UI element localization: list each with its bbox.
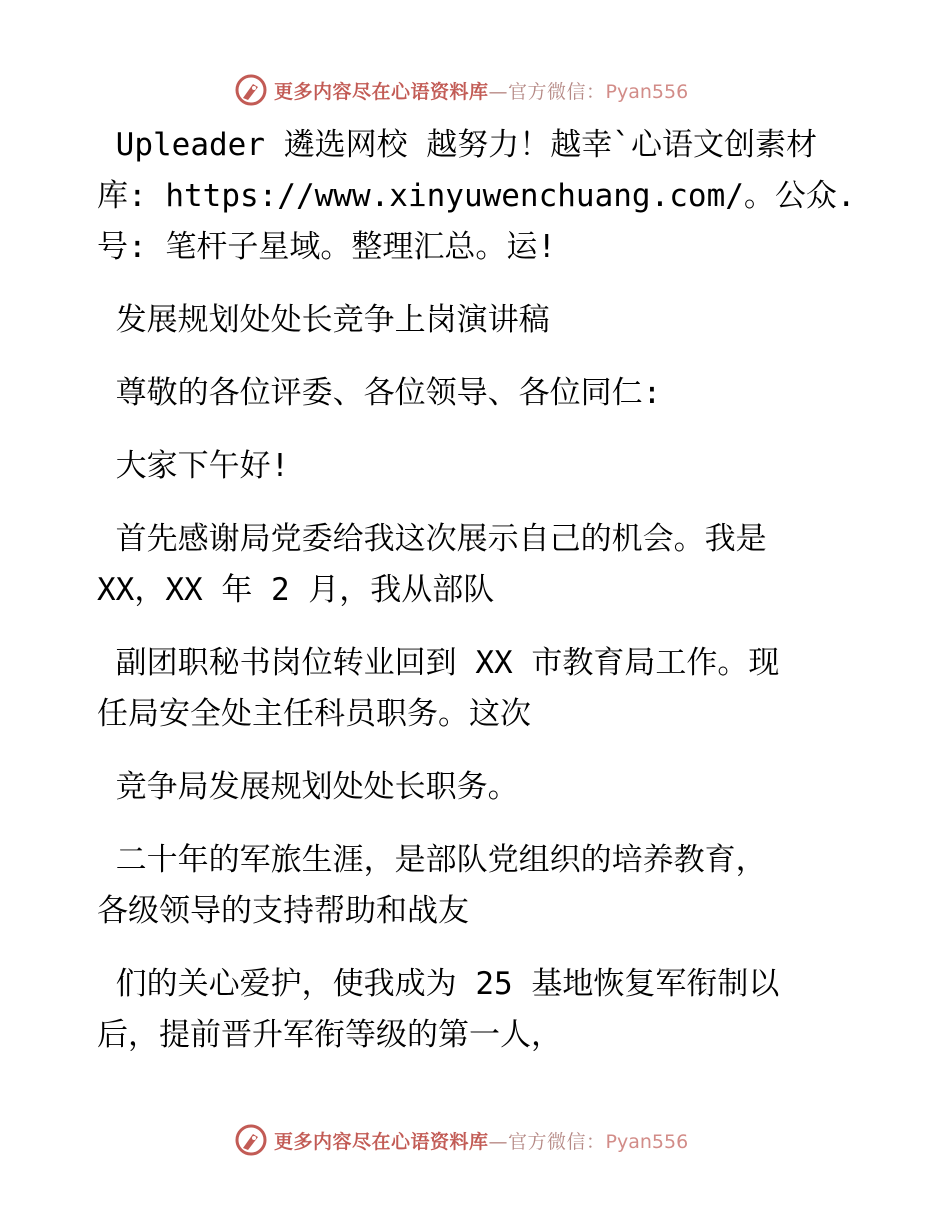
banner-wechat-label: 官方微信： [508,80,606,103]
paragraph [97,835,857,937]
paragraph-line: 各级领导的支持帮助和战友 [97,893,469,929]
banner-text [274,77,688,104]
paragraph-line: 首先感谢局党委给我这次展示自己的机会。我是 [97,521,767,557]
paragraph-line: 们的关心爱护，使我成为 25 基地恢复军衔制以 [97,966,780,1002]
paragraph-line: 后，提前晋升军衔等级的第一人， [97,1017,562,1053]
paragraph [97,638,857,740]
banner-wechat-id: Pyan556 [605,1130,689,1153]
footer-banner [234,1120,754,1160]
banner-main: 更多内容尽在心语资料库 [274,1130,489,1153]
paragraph-line: Upleader 遴选网校 越努力！越幸`心语文创素材 [97,127,817,163]
banner-separator: — [488,80,509,103]
header-banner [234,70,754,110]
paragraph [97,762,857,813]
paragraph-line: 大家下午好! [97,448,290,484]
paragraph-line: 二十年的军旅生涯，是部队党组织的培养教育， [97,842,767,878]
document-body [97,120,857,1083]
paragraph-line: 竞争局发展规划处处长职务。 [97,769,519,805]
paragraph-line: 尊敬的各位评委、各位领导、各位同仁: [97,375,662,411]
paragraph [97,120,857,273]
pen-nib-circle-icon [234,73,268,107]
paragraph-line: 发展规划处处长竞争上岗演讲稿 [97,302,550,338]
banner-text [274,1127,688,1154]
paragraph-line: 号: 笔杆子星域。整理汇总。运! [97,229,556,265]
paragraph [97,514,857,616]
salutation [97,368,857,419]
pen-nib-circle-icon [234,1123,268,1157]
document-title [97,295,857,346]
paragraph-line: XX，XX 年 2 月，我从部队 [97,572,495,608]
banner-separator: — [488,1130,509,1153]
paragraph [97,959,857,1061]
greeting [97,441,857,492]
paragraph-line: 库: https://www.xinyuwenchuang.com/。公众. [97,178,856,214]
paragraph-line: 任局安全处主任科员职务。这次 [97,696,531,732]
banner-wechat-label: 官方微信： [508,1130,606,1153]
banner-main: 更多内容尽在心语资料库 [274,80,489,103]
paragraph-line: 副团职秘书岗位转业回到 XX 市教育局工作。现 [97,645,780,681]
banner-wechat-id: Pyan556 [605,80,689,103]
